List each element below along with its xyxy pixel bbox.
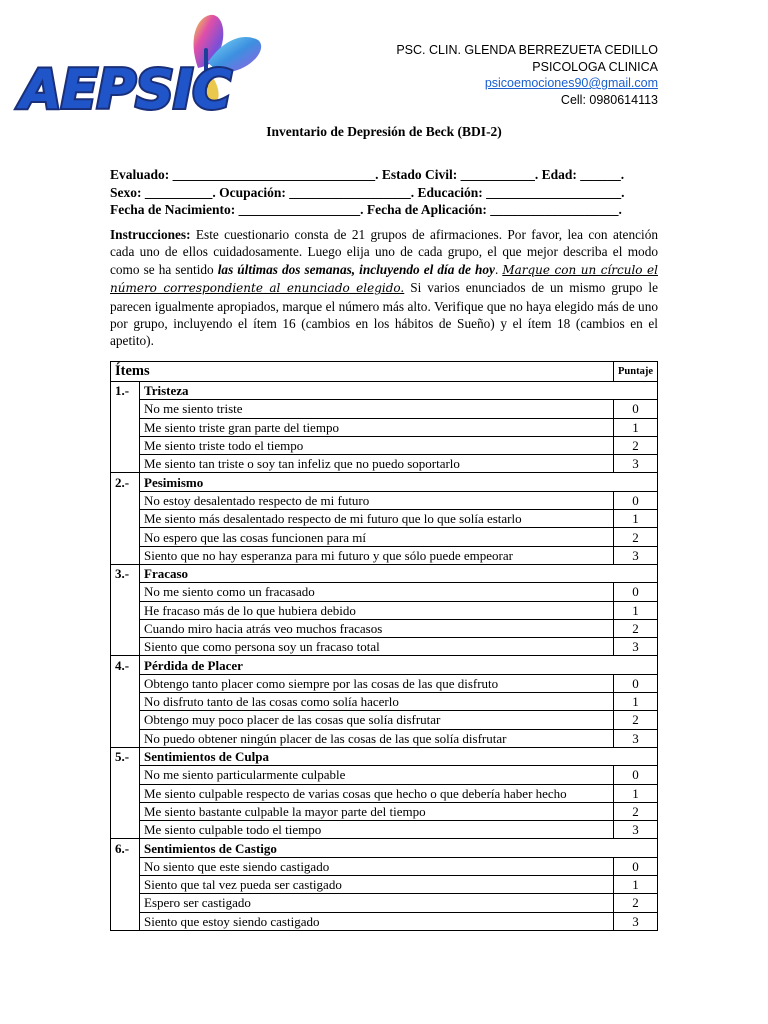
option-text: No disfruto tanto de las cosas como solía hacerlo	[140, 693, 614, 711]
group-title: Sentimientos de Culpa	[140, 747, 658, 765]
option-score[interactable]: 1	[614, 601, 658, 619]
aepsic-logo	[18, 10, 268, 128]
option-text: Siento que estoy siendo castigado	[140, 912, 614, 930]
group-title: Fracaso	[140, 564, 658, 582]
option-score[interactable]: 3	[614, 455, 658, 473]
option-text: Cuando miro hacia atrás veo muchos fracasos	[140, 619, 614, 637]
option-score[interactable]: 3	[614, 821, 658, 839]
option-text: No me siento triste	[140, 400, 614, 418]
number-column-spacer	[111, 894, 140, 912]
group-title: Pérdida de Placer	[140, 656, 658, 674]
number-column-spacer	[111, 546, 140, 564]
number-column-spacer	[111, 619, 140, 637]
option-text: No espero que las cosas funcionen para mí	[140, 528, 614, 546]
option-text: Me siento triste todo el tiempo	[140, 436, 614, 454]
option-score[interactable]: 0	[614, 400, 658, 418]
items-header: Ítems	[111, 362, 614, 382]
group-number: 2.-	[111, 473, 140, 491]
option-row[interactable]	[111, 857, 658, 875]
group-title: Tristeza	[140, 382, 658, 400]
option-row[interactable]	[111, 876, 658, 894]
option-text: Me siento culpable todo el tiempo	[140, 821, 614, 839]
number-column-spacer	[111, 784, 140, 802]
number-column-spacer	[111, 802, 140, 820]
option-text: Me siento bastante culpable la mayor parte del tiempo	[140, 802, 614, 820]
option-row[interactable]	[111, 418, 658, 436]
option-text: No estoy desalentado respecto de mi futuro	[140, 491, 614, 509]
option-score[interactable]: 2	[614, 619, 658, 637]
number-column-spacer	[111, 821, 140, 839]
document-title: Inventario de Depresión de Beck (BDI-2)	[266, 124, 502, 139]
number-column-spacer	[111, 400, 140, 418]
option-score[interactable]: 0	[614, 583, 658, 601]
option-text: No me siento como un fracasado	[140, 583, 614, 601]
option-text: Obtengo muy poco placer de las cosas que solía disfrutar	[140, 711, 614, 729]
option-row[interactable]	[111, 436, 658, 454]
number-column-spacer	[111, 418, 140, 436]
option-text: He fracaso más de lo que hubiera debido	[140, 601, 614, 619]
fields-row-3[interactable]: Fecha de Nacimiento: __________________. Fecha de Aplicación: ___________________.	[110, 202, 622, 217]
option-score[interactable]: 1	[614, 876, 658, 894]
option-score[interactable]: 2	[614, 711, 658, 729]
option-score[interactable]: 0	[614, 674, 658, 692]
option-row[interactable]	[111, 894, 658, 912]
option-score[interactable]: 1	[614, 510, 658, 528]
number-column-spacer	[111, 876, 140, 894]
option-score[interactable]: 0	[614, 491, 658, 509]
psychologist-name: PSC. CLIN. GLENDA BERREZUETA CEDILLO	[396, 43, 658, 57]
number-column-spacer	[111, 601, 140, 619]
group-title: Pesimismo	[140, 473, 658, 491]
option-row[interactable]	[111, 583, 658, 601]
group-row	[111, 747, 658, 765]
option-row[interactable]	[111, 693, 658, 711]
group-row	[111, 564, 658, 582]
option-text: Me siento más desalentado respecto de mi futuro que lo que solía estarlo	[140, 510, 614, 528]
group-row	[111, 839, 658, 857]
option-row[interactable]	[111, 400, 658, 418]
option-text: Me siento tan triste o soy tan infeliz que no puedo soportarlo	[140, 455, 614, 473]
instructions-text-1: Este cuestionario consta de 21 grupos de afirmaciones. Por favor, lea con atención cada uno de ellos cuidadosamente. Luego elija uno de cada grupo, el que mejor describa el modo como se ha sentido	[110, 227, 658, 277]
option-score[interactable]: 0	[614, 857, 658, 875]
option-row[interactable]	[111, 528, 658, 546]
option-score[interactable]: 2	[614, 528, 658, 546]
option-row[interactable]	[111, 638, 658, 656]
option-row[interactable]	[111, 674, 658, 692]
email-link[interactable]: psicoemociones90@gmail.com	[484, 76, 658, 90]
option-text: Siento que tal vez pueda ser castigado	[140, 876, 614, 894]
group-row	[111, 656, 658, 674]
number-column-spacer	[111, 436, 140, 454]
option-score[interactable]: 3	[614, 729, 658, 747]
option-row[interactable]	[111, 729, 658, 747]
option-row[interactable]	[111, 455, 658, 473]
number-column-spacer	[111, 455, 140, 473]
option-score[interactable]: 1	[614, 693, 658, 711]
option-text: Siento que como persona soy un fracaso total	[140, 638, 614, 656]
instructions-mark-note: Marque con un círculo el número correspondiente al enunciado elegido.	[110, 262, 658, 296]
group-number: 5.-	[111, 747, 140, 765]
number-column-spacer	[111, 528, 140, 546]
option-score[interactable]: 1	[614, 418, 658, 436]
table-header-row	[111, 362, 658, 382]
option-row[interactable]	[111, 619, 658, 637]
fields-row-2[interactable]: Sexo: __________. Ocupación: __________________. Educación: ____________________.	[110, 184, 625, 200]
group-number: 6.-	[111, 839, 140, 857]
instructions-text-3: Si varios enunciados de un mismo grupo le parecen igualmente apropiados, marque el número más alto. Verifique que no haya elegido más de uno por grupo, incluyendo el ítem 16 (cambios en los hábitos de Sueño) y el ítem 18 (cambios en el apetito).	[110, 280, 658, 349]
number-column-spacer	[111, 766, 140, 784]
number-column-spacer	[111, 912, 140, 930]
option-text: No puedo obtener ningún placer de las cosas de las que solía disfrutar	[140, 729, 614, 747]
option-row[interactable]	[111, 546, 658, 564]
option-score[interactable]: 3	[614, 638, 658, 656]
option-text: Me siento culpable respecto de varias cosas que hecho o que debería haber hecho	[140, 784, 614, 802]
instructions-emphasis: las últimas dos semanas, incluyendo el día de hoy	[217, 261, 495, 277]
option-score[interactable]: 2	[614, 802, 658, 820]
psychologist-role: PSICOLOGA CLINICA	[532, 59, 658, 74]
option-text: Espero ser castigado	[140, 894, 614, 912]
group-title: Sentimientos de Castigo	[140, 839, 658, 857]
logo-wordmark: AEPSIC	[20, 58, 231, 121]
option-row[interactable]	[111, 802, 658, 820]
number-column-spacer	[111, 711, 140, 729]
instructions-label: Instrucciones:	[110, 227, 191, 242]
score-header: Puntaje	[614, 362, 658, 382]
option-score[interactable]: 2	[614, 436, 658, 454]
group-number: 4.-	[111, 656, 140, 674]
group-number: 3.-	[111, 564, 140, 582]
number-column-spacer	[111, 857, 140, 875]
fields-row-1[interactable]: Evaluado: ______________________________. Estado Civil: ___________. Edad: ______.	[110, 167, 625, 182]
option-score[interactable]: 1	[614, 784, 658, 802]
number-column-spacer	[111, 491, 140, 509]
contact-block	[396, 42, 658, 108]
group-number: 1.-	[111, 382, 140, 400]
option-row[interactable]	[111, 912, 658, 930]
number-column-spacer	[111, 583, 140, 601]
group-row	[111, 382, 658, 400]
cell-phone: Cell: 0980614113	[560, 92, 658, 107]
option-score[interactable]: 2	[614, 894, 658, 912]
instructions-text-2: .	[494, 261, 503, 277]
group-row	[111, 473, 658, 491]
number-column-spacer	[111, 510, 140, 528]
instructions-paragraph	[110, 226, 658, 350]
option-row[interactable]	[111, 491, 658, 509]
option-row[interactable]	[111, 784, 658, 802]
option-text: Me siento triste gran parte del tiempo	[140, 418, 614, 436]
option-row[interactable]	[111, 601, 658, 619]
number-column-spacer	[111, 693, 140, 711]
option-row[interactable]	[111, 510, 658, 528]
number-column-spacer	[111, 729, 140, 747]
patient-fields	[110, 166, 670, 219]
option-score[interactable]: 0	[614, 766, 658, 784]
option-text: No siento que este siendo castigado	[140, 857, 614, 875]
number-column-spacer	[111, 674, 140, 692]
option-text: Siento que no hay esperanza para mi futuro y que sólo puede empeorar	[140, 546, 614, 564]
option-text: Obtengo tanto placer como siempre por las cosas de las que disfruto	[140, 674, 614, 692]
items-table	[110, 361, 658, 931]
option-row[interactable]	[111, 821, 658, 839]
option-score[interactable]: 3	[614, 912, 658, 930]
option-row[interactable]	[111, 711, 658, 729]
option-score[interactable]: 3	[614, 546, 658, 564]
number-column-spacer	[111, 638, 140, 656]
option-row[interactable]	[111, 766, 658, 784]
option-text: No me siento particularmente culpable	[140, 766, 614, 784]
